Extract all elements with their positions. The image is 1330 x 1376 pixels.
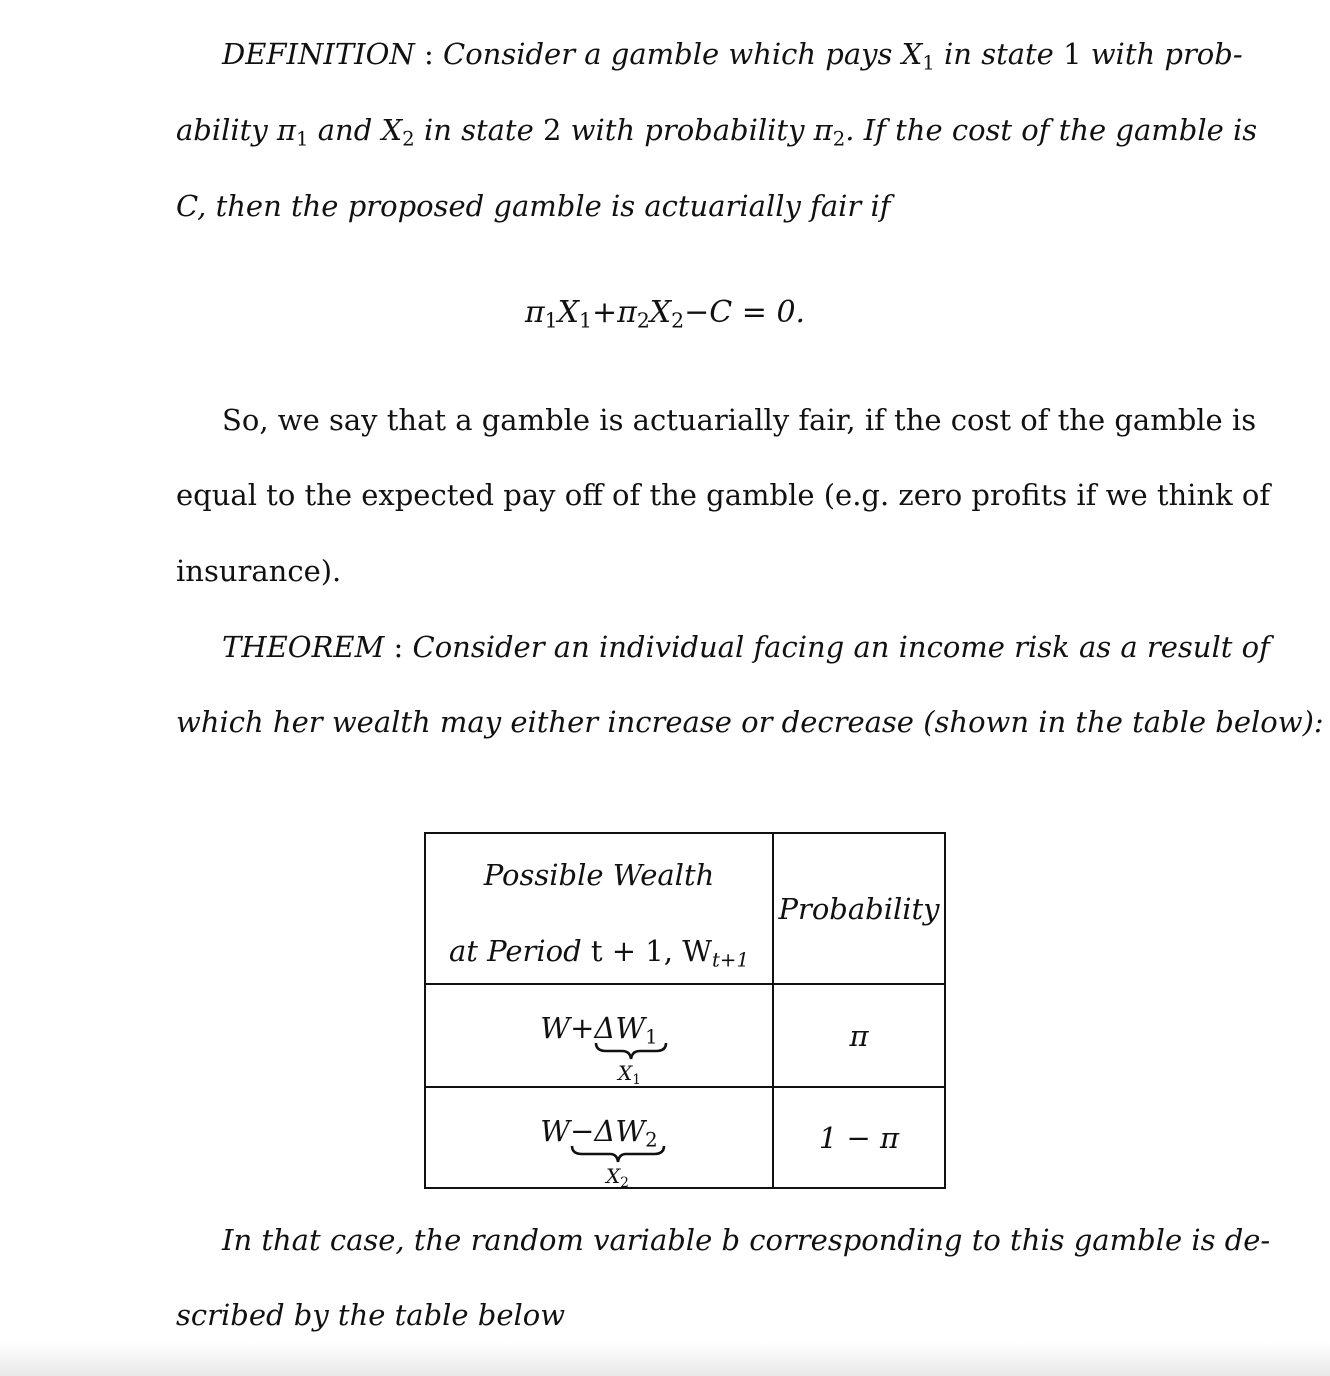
definition-label: DEFINITION bbox=[222, 37, 415, 71]
row2-brace-label: $X_2$ bbox=[606, 1164, 629, 1191]
closing-line-2: scribed by the table below bbox=[176, 1298, 566, 1332]
theorem-line-1: THEOREM : Consider an individual facing an income risk as a result of bbox=[222, 630, 1270, 664]
table-row bbox=[425, 984, 945, 1087]
row2-wealth-expression: $W-\Delta W_2$ bbox=[540, 1114, 658, 1152]
header-probability: Probability bbox=[773, 833, 945, 984]
page-bottom-shadow bbox=[0, 1342, 1330, 1376]
table-row bbox=[425, 1087, 945, 1188]
definition-line-3: C, then the proposed gamble is actuarially fair if bbox=[176, 189, 891, 223]
closing-line-1: In that case, the random variable b corresponding to this gamble is de- bbox=[222, 1223, 1271, 1257]
fair-gamble-equation: $\pi_1X_1+\pi_2X_2-C = 0$. bbox=[524, 295, 806, 333]
row2-probability: 1 − π bbox=[773, 1087, 945, 1188]
paragraph-line-2: equal to the expected pay off of the gamble (e.g. zero profits if we think of bbox=[176, 478, 1271, 512]
table-header-row bbox=[425, 833, 945, 984]
definition-line-2: ability $\pi_1$ and $X_2$ in state 2 with probability $\pi_2$. If the cost of the gamble is bbox=[176, 113, 1258, 151]
paragraph-line-1: So, we say that a gamble is actuarially fair, if the cost of the gamble is bbox=[222, 403, 1257, 437]
row2-underbrace bbox=[570, 1144, 666, 1164]
definition-line-1: DEFINITION : Consider a gamble which pays $X_1$ in state 1 with prob- bbox=[222, 37, 1243, 75]
row1-brace-label: $X_1$ bbox=[618, 1061, 641, 1088]
row1-wealth-expression: $W+\Delta W_1$ bbox=[540, 1011, 658, 1049]
theorem-label: THEOREM bbox=[222, 630, 385, 664]
row1-underbrace bbox=[594, 1041, 668, 1061]
row2-wealth-cell bbox=[425, 1087, 773, 1191]
paragraph-line-3: insurance). bbox=[176, 554, 342, 588]
header-possible-wealth: Possible Wealth at Period t + 1, $W_{t+1}$ bbox=[425, 833, 773, 984]
row1-probability: π bbox=[773, 984, 945, 1087]
wealth-probability-table bbox=[424, 832, 946, 1189]
theorem-line-2: which her wealth may either increase or decrease (shown in the table below): bbox=[176, 705, 1324, 739]
row1-wealth-cell bbox=[425, 984, 773, 1087]
